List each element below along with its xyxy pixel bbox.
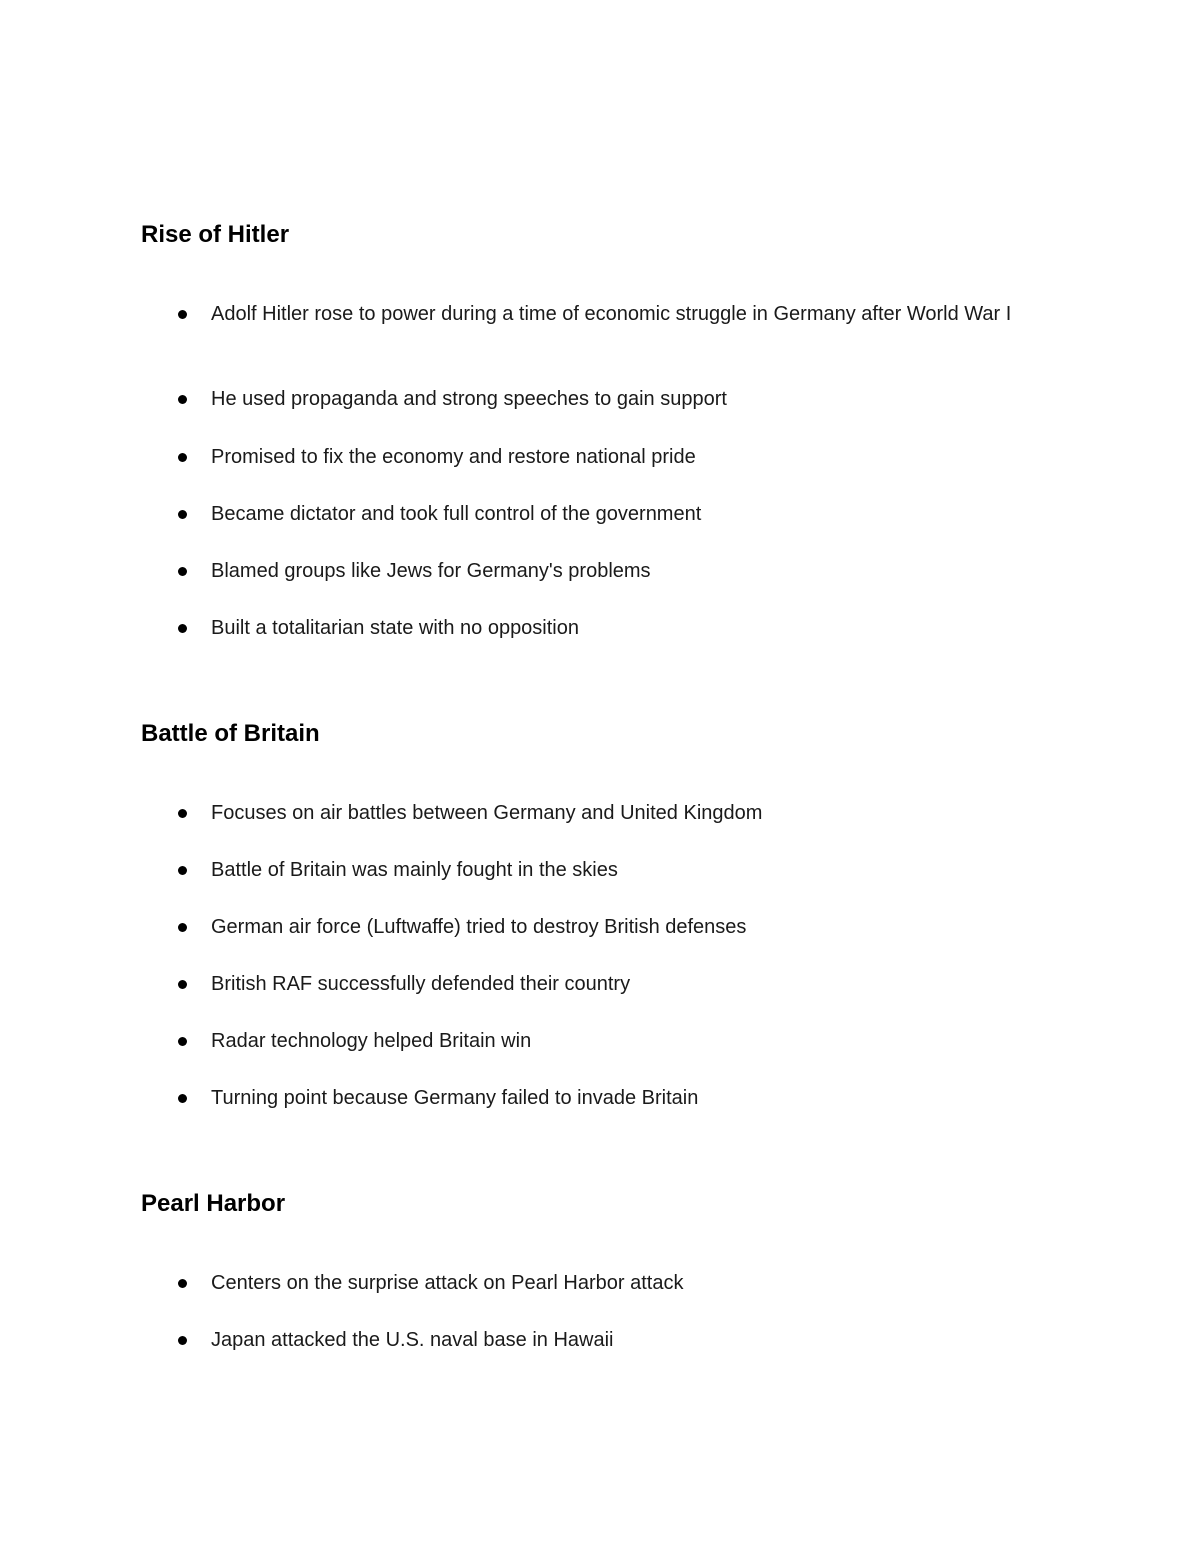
bullet-icon <box>178 980 187 989</box>
section-heading-pearl-harbor: Pearl Harbor <box>141 1190 286 1217</box>
list-item-text: Built a totalitarian state with no opposition <box>211 617 579 639</box>
list-item-text: Adolf Hitler rose to power during a time of economic struggle in Germany after World War I <box>211 303 1012 325</box>
list-item <box>178 443 1028 471</box>
list-item-text: Centers on the surprise attack on Pearl Harbor attack <box>211 1272 684 1294</box>
bullet-icon <box>178 624 187 633</box>
bullet-icon <box>178 567 187 576</box>
list-item <box>178 614 1028 642</box>
bullet-icon <box>178 395 187 404</box>
list-item <box>178 385 1028 413</box>
list-item-text: Japan attacked the U.S. naval base in Hawaii <box>211 1329 614 1351</box>
list-item <box>178 1027 1028 1055</box>
list-item-text: Turning point because Germany failed to invade Britain <box>211 1087 699 1109</box>
section-heading-rise-of-hitler: Rise of Hitler <box>141 221 290 248</box>
bullet-icon <box>178 310 187 319</box>
bullet-icon <box>178 1037 187 1046</box>
list-item <box>178 913 1028 941</box>
bullet-icon <box>178 1094 187 1103</box>
list-item <box>178 856 1028 884</box>
list-item-text: He used propaganda and strong speeches to gain support <box>211 388 727 410</box>
bullet-icon <box>178 1336 187 1345</box>
list-item-text: Battle of Britain was mainly fought in the skies <box>211 859 618 881</box>
list-item <box>178 557 1028 585</box>
list-item-text: German air force (Luftwaffe) tried to destroy British defenses <box>211 916 747 938</box>
list-item-text: Became dictator and took full control of the government <box>211 503 702 525</box>
list-item <box>178 799 1028 827</box>
bullet-icon <box>178 453 187 462</box>
list-item-text: Focuses on air battles between Germany and United Kingdom <box>211 802 763 824</box>
list-item <box>178 500 1028 528</box>
list-item <box>178 1326 1028 1354</box>
bullet-icon <box>178 510 187 519</box>
list-item-text: Blamed groups like Jews for Germany's problems <box>211 560 651 582</box>
section-heading-battle-of-britain: Battle of Britain <box>141 720 320 747</box>
list-item <box>178 300 1028 328</box>
bullet-icon <box>178 866 187 875</box>
list-item <box>178 1084 1028 1112</box>
list-item <box>178 970 1028 998</box>
list-item <box>178 1269 1028 1297</box>
bullet-icon <box>178 1279 187 1288</box>
list-item-text: Radar technology helped Britain win <box>211 1030 532 1052</box>
bullet-icon <box>178 809 187 818</box>
list-item-text: British RAF successfully defended their country <box>211 973 631 995</box>
bullet-icon <box>178 923 187 932</box>
list-item-text: Promised to fix the economy and restore national pride <box>211 446 696 468</box>
